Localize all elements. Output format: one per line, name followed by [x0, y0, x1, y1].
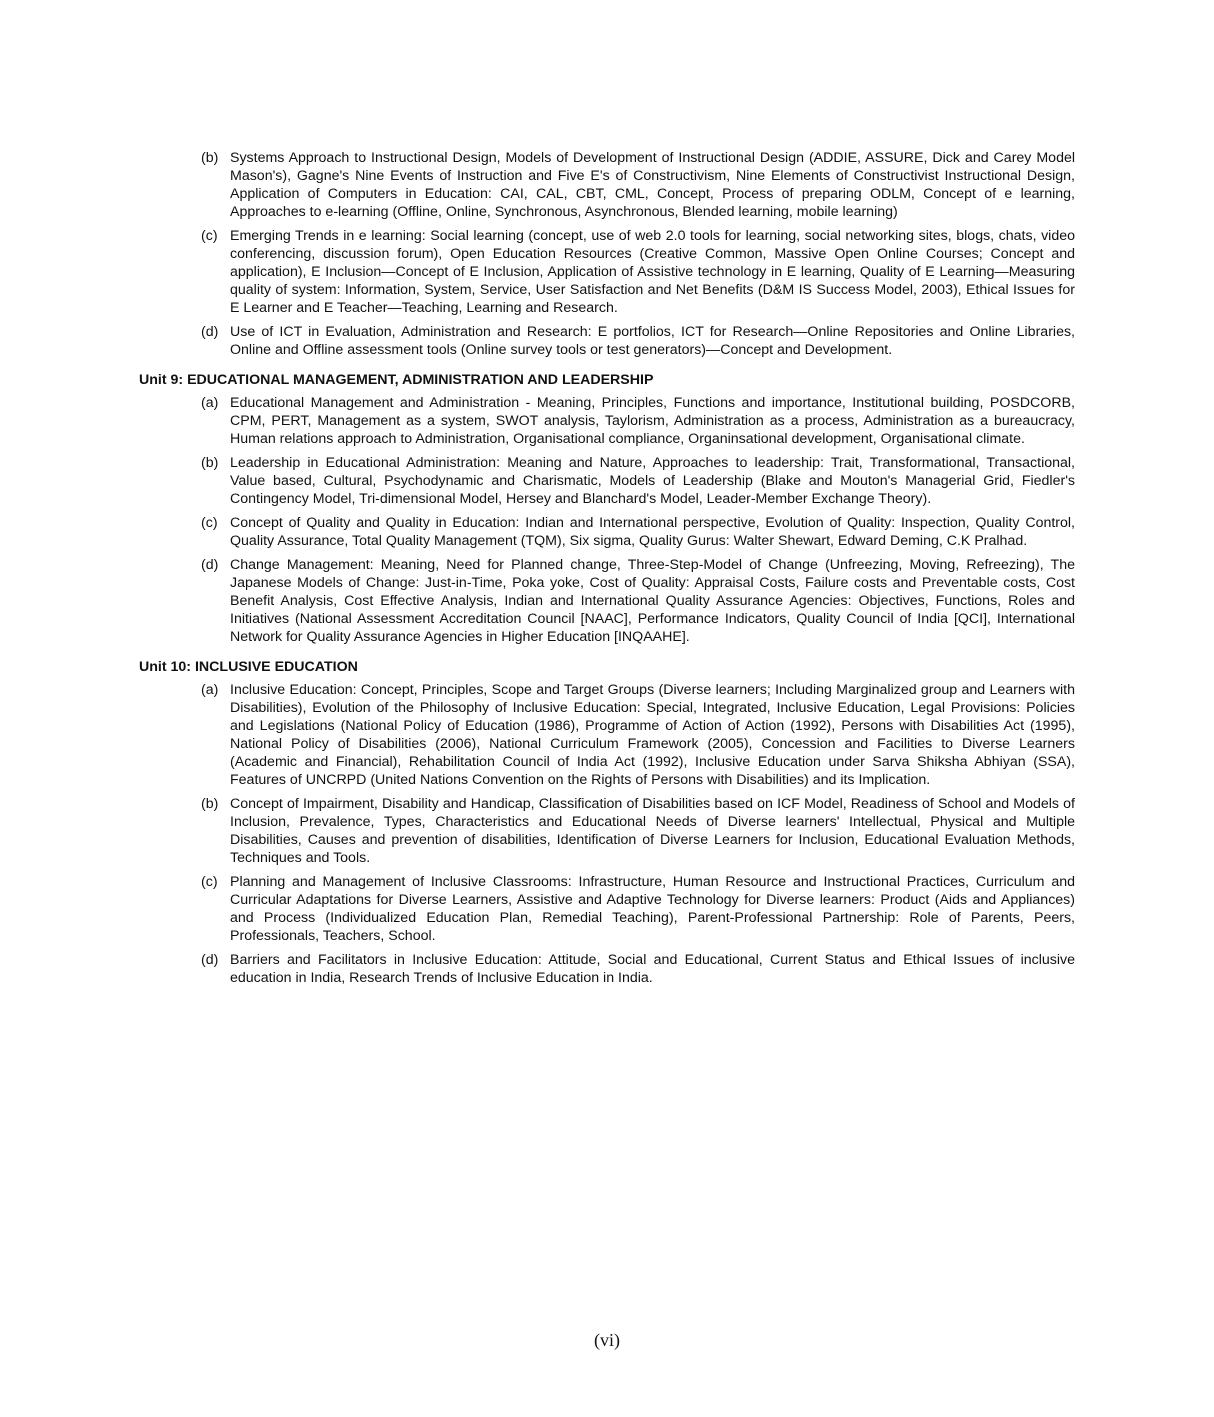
- item-label: (d): [201, 952, 219, 968]
- item-label: (d): [201, 557, 219, 573]
- item-text: Concept of Quality and Quality in Education: Indian and International perspective, Evolution of Quality: Inspection, Quality Control, Quality Assurance, Total Quality Management (TQM), Six sigma, Quality Gurus: Walter Shewart, Edward Deming, C.K Pralhad.: [230, 515, 1075, 549]
- item-label: (c): [201, 228, 218, 244]
- item-label: (b): [201, 796, 219, 812]
- page-number: (vi): [594, 1330, 620, 1350]
- list-item: [139, 873, 1075, 945]
- item-label: (c): [201, 874, 218, 890]
- list-item: [139, 556, 1075, 646]
- list-item: [139, 514, 1075, 550]
- item-label: (a): [201, 682, 219, 698]
- list-item: [139, 227, 1075, 317]
- item-text: Concept of Impairment, Disability and Handicap, Classification of Disabilities based on ICF Model, Readiness of School and Models of Inclusion, Prevalence, Types, Characteristics and Educational Needs of Diverse learners' Intellectual, Physical and Multiple Disabilities, Causes and prevention of disabilities, Identification of Diverse Learners for Inclusion, Educational Evaluation Methods, Techniques and Tools.: [230, 796, 1075, 866]
- list-item: [139, 454, 1075, 508]
- item-text: Use of ICT in Evaluation, Administration and Research: E portfolios, ICT for Research—Online Repositories and Online Libraries, Online and Offline assessment tools (Online survey tools or test generators)—Concept and Development.: [230, 324, 1075, 358]
- list-item: [139, 681, 1075, 789]
- list-item: [139, 394, 1075, 448]
- item-label: (d): [201, 324, 219, 340]
- item-text: Barriers and Facilitators in Inclusive Education: Attitude, Social and Educational, Current Status and Ethical Issues of inclusive education in India, Research Trends of Inclusive Education in India.: [230, 952, 1075, 986]
- item-text: Systems Approach to Instructional Design, Models of Development of Instructional Design (ADDIE, ASSURE, Dick and Carey Model Mason's), Gagne's Nine Events of Instruction and Five E's of Constructivism, Nine Elements of Constructivist Instructional Design, Application of Computers in Education: CAI, CAL, CBT, CML, Concept, Process of preparing ODLM, Concept of e learning, Approaches to e-learning (Offline, Online, Synchronous, Asynchronous, Blended learning, mobile learning): [230, 150, 1075, 220]
- item-text: Planning and Management of Inclusive Classrooms: Infrastructure, Human Resource and Instructional Practices, Curriculum and Curricular Adaptations for Diverse Learners, Assistive and Adaptive Technology for Diverse learners: Product (Aids and Appliances) and Process (Individualized Education Plan, Remedial Teaching), Parent-Professional Partnership: Role of Parents, Peers, Professionals, Teachers, School.: [230, 874, 1075, 944]
- item-label: (b): [201, 150, 219, 166]
- item-text: Emerging Trends in e learning: Social learning (concept, use of web 2.0 tools for learning, social networking sites, blogs, chats, video conferencing, discussion forum), Open Education Resources (Creative Common, Massive Open Online Courses; Concept and application), E Inclusion—Concept of E Inclusion, Application of Assistive technology in E learning, Quality of E Learning—Measuring quality of system: Information, System, Service, User Satisfaction and Net Benefits (D&M IS Success Model, 2003), Ethical Issues for E Learner and E Teacher—Teaching, Learning and Research.: [230, 228, 1075, 316]
- item-label: (a): [201, 395, 219, 411]
- item-label: (b): [201, 455, 219, 471]
- list-item: [139, 951, 1075, 987]
- unit-9-heading: Unit 9: EDUCATIONAL MANAGEMENT, ADMINISTRATION AND LEADERSHIP: [139, 372, 654, 388]
- item-text: Educational Management and Administration - Meaning, Principles, Functions and importance, Institutional building, POSDCORB, CPM, PERT, Management as a system, SWOT analysis, Taylorism, Administration as a process, Administration as a bureaucracy, Human relations approach to Administration, Organisational compliance, Organinsational development, Organisational climate.: [230, 395, 1075, 447]
- list-item: [139, 795, 1075, 867]
- list-item: [139, 149, 1075, 221]
- item-label: (c): [201, 515, 218, 531]
- item-text: Leadership in Educational Administration: Meaning and Nature, Approaches to leadership: Trait, Transformational, Transactional, Value based, Cultural, Psychodynamic and Charismatic, Models of Leadership (Blake and Mouton's Managerial Grid, Fiedler's Contingency Model, Tri-dimensional Model, Hersey and Blanchard's Model, Leader-Member Exchange Theory).: [230, 455, 1075, 507]
- document-page: [139, 149, 1075, 993]
- unit-10-heading: Unit 10: INCLUSIVE EDUCATION: [139, 659, 358, 675]
- list-item: [139, 323, 1075, 359]
- item-text: Change Management: Meaning, Need for Planned change, Three-Step-Model of Change (Unfreezing, Moving, Refreezing), The Japanese Models of Change: Just-in-Time, Poka yoke, Cost of Quality: Appraisal Costs, Failure costs and Preventable costs, Cost Benefit Analysis, Cost Effective Analysis, Indian and International Quality Assurance Agencies: Objectives, Functions, Roles and Initiatives (National Assessment Accreditation Council [NAAC], Performance Indicators, Quality Council of India [QCI], International Network for Quality Assurance Agencies in Higher Education [INQAAHE].: [230, 557, 1075, 645]
- item-text: Inclusive Education: Concept, Principles, Scope and Target Groups (Diverse learners; Including Marginalized group and Learners with Disabilities), Evolution of the Philosophy of Inclusive Education: Special, Integrated, Inclusive Education, Legal Provisions: Policies and Legislations (National Policy of Education (1986), Programme of Action of Action (1992), Persons with Disabilities Act (1995), National Policy of Disabilities (2006), National Curriculum Framework (2005), Concession and Facilities to Diverse Learners (Academic and Financial), Rehabilitation Council of India Act (1992), Inclusive Education under Sarva Shiksha Abhiyan (SSA), Features of UNCRPD (United Nations Convention on the Rights of Persons with Disabilities) and its Implication.: [230, 682, 1075, 788]
